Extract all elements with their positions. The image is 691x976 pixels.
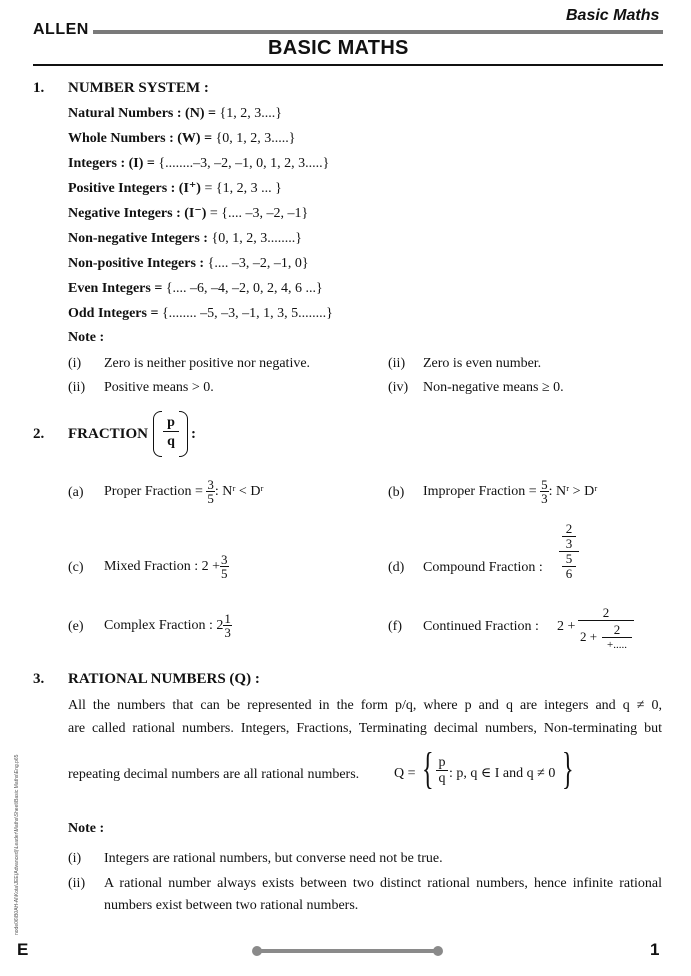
title-fraction: [153, 411, 187, 457]
mixed-fraction: [104, 551, 229, 583]
item-mark: (c): [68, 560, 84, 575]
note-mark: (ii): [68, 380, 86, 395]
continued-fraction: 2 2 + 2 +.....: [578, 606, 634, 655]
fraction-numerator: p: [163, 415, 179, 432]
note-text: Positive means > 0.: [104, 380, 214, 395]
item-label: Improper Fraction =: [423, 484, 537, 499]
item-mark: (f): [388, 619, 402, 634]
fraction: $\frac{3}{5}$: [221, 552, 228, 582]
definition-row: [68, 255, 309, 273]
definition-value: {.... –3, –2, –1, 0}: [204, 256, 309, 271]
note-text: Zero is neither positive nor negative.: [104, 356, 311, 371]
footer-bar-end-left: [252, 946, 262, 956]
definition-value: {1, 2, 3....}: [215, 106, 282, 121]
whole-part: 2: [216, 618, 224, 633]
publisher-logo: ALLEN: [33, 21, 89, 38]
definition-term: Whole Numbers : (W) =: [68, 131, 213, 146]
definition-term: Odd Integers =: [68, 306, 159, 321]
whole-part: 2 +: [201, 559, 221, 574]
note-text: Integers are rational numbers, but converse need not be true.: [104, 851, 443, 866]
definition-value: {.... –6, –4, –2, 0, 2, 4, 6 ...}: [162, 281, 323, 296]
note-mark: (i): [68, 851, 82, 866]
fraction: $\frac{5}{3}$: [541, 477, 548, 507]
note-mark: (ii): [68, 876, 86, 891]
note-mark: (iv): [388, 380, 409, 395]
definition-row: [68, 180, 282, 198]
improper-fraction: [423, 476, 597, 508]
item-mark: (b): [388, 485, 405, 500]
definition-term: Negative Integers : (I⁻): [68, 206, 207, 221]
relation: : Nʳ > Dʳ: [548, 484, 598, 499]
note-mark: (ii): [388, 356, 406, 371]
fraction-denominator: q: [167, 434, 175, 449]
footer-letter: E: [17, 940, 29, 959]
fraction: $\frac{3}{5}$: [207, 477, 214, 507]
section-title: NUMBER SYSTEM :: [68, 80, 209, 96]
item-mark: (e): [68, 619, 84, 634]
item-label: Continued Fraction :: [423, 619, 539, 634]
side-file-path: node06\B0AH-AI\Kota\JEE(Advanced)\Leader\Maths\Sheet\Basic Maths\Eng.p65: [14, 754, 20, 935]
section-number: 3.: [33, 671, 45, 687]
definition-term: Natural Numbers : (N) =: [68, 106, 216, 121]
definition-term: Integers : (I) =: [68, 156, 155, 171]
item-label: Proper Fraction =: [104, 484, 203, 499]
fraction: $\frac{1}{3}$: [224, 611, 231, 641]
footer-bar-end-right: [433, 946, 443, 956]
item-mark: (a): [68, 485, 84, 500]
section-number: 2.: [33, 426, 45, 442]
page-number: 1: [650, 940, 660, 959]
item-label: Complex Fraction :: [104, 618, 213, 633]
definition-row: [68, 230, 302, 248]
definition-value: {0, 1, 2, 3.....}: [212, 131, 296, 146]
definition-value: {........–3, –2, –1, 0, 1, 2, 3.....}: [154, 156, 330, 171]
item-label: Compound Fraction :: [423, 560, 543, 575]
definition-row: [68, 130, 296, 148]
item-label: Mixed Fraction :: [104, 559, 199, 574]
page-title: BASIC MATHS: [268, 37, 409, 59]
running-subject: Basic Maths: [566, 7, 660, 24]
definition-term: Non-positive Integers :: [68, 256, 205, 271]
definition-value: {0, 1, 2, 3........}: [207, 231, 302, 246]
note-mark: (i): [68, 356, 82, 371]
note-label: Note :: [68, 821, 105, 836]
definition-value: {........ –5, –3, –1, 1, 3, 5........}: [158, 306, 333, 321]
item-mark: (d): [388, 560, 405, 575]
set-lhs: Q =: [394, 766, 416, 781]
footer-bar: [258, 949, 438, 953]
definition-row: [68, 205, 308, 223]
definition-row: [68, 105, 282, 123]
definition-value: = {.... –3, –2, –1}: [206, 206, 309, 221]
section-title: RATIONAL NUMBERS (Q) :: [68, 671, 260, 687]
header-rule-left: [93, 30, 663, 34]
note-text: Zero is even number.: [423, 356, 542, 371]
compound-fraction: 2 3 5 6: [559, 522, 579, 581]
definition-value: = {1, 2, 3 ... }: [200, 181, 282, 196]
proper-fraction: [104, 476, 263, 508]
definition-row: [68, 305, 333, 323]
paragraph-line: are called rational numbers. Integers, Fractions, Terminating decimal numbers, Non-terminating but: [68, 721, 662, 736]
title-underline: [33, 64, 663, 66]
paragraph-line: repeating decimal numbers are all rational numbers.: [68, 767, 360, 782]
set-brace-right: }: [562, 744, 574, 793]
definition-row: [68, 155, 329, 173]
set-fraction: p q: [436, 755, 448, 786]
note-text: numbers exist between two rational numbers.: [104, 898, 359, 913]
section-number: 1.: [33, 80, 45, 96]
definition-term: Non-negative Integers :: [68, 231, 208, 246]
title-colon: :: [191, 426, 196, 442]
note-text: Non-negative means ≥ 0.: [423, 380, 564, 395]
relation: : Nʳ < Dʳ: [214, 484, 264, 499]
complex-fraction: [104, 610, 232, 642]
set-condition: : p, q ∈ I and q ≠ 0: [449, 766, 556, 781]
continued-whole: 2 +: [557, 619, 576, 634]
note-text: A rational number always exists between two distinct rational numbers, hence infinite rational: [104, 876, 662, 891]
note-label: Note :: [68, 330, 105, 345]
paragraph-line: All the numbers that can be represented in the form p/q, where p and q are integers and q ≠ 0,: [68, 698, 662, 713]
set-brace-left: {: [422, 744, 434, 793]
definition-term: Positive Integers : (I⁺): [68, 181, 201, 196]
definition-term: Even Integers =: [68, 281, 163, 296]
definition-row: [68, 280, 323, 298]
section-title: FRACTION: [68, 426, 149, 442]
